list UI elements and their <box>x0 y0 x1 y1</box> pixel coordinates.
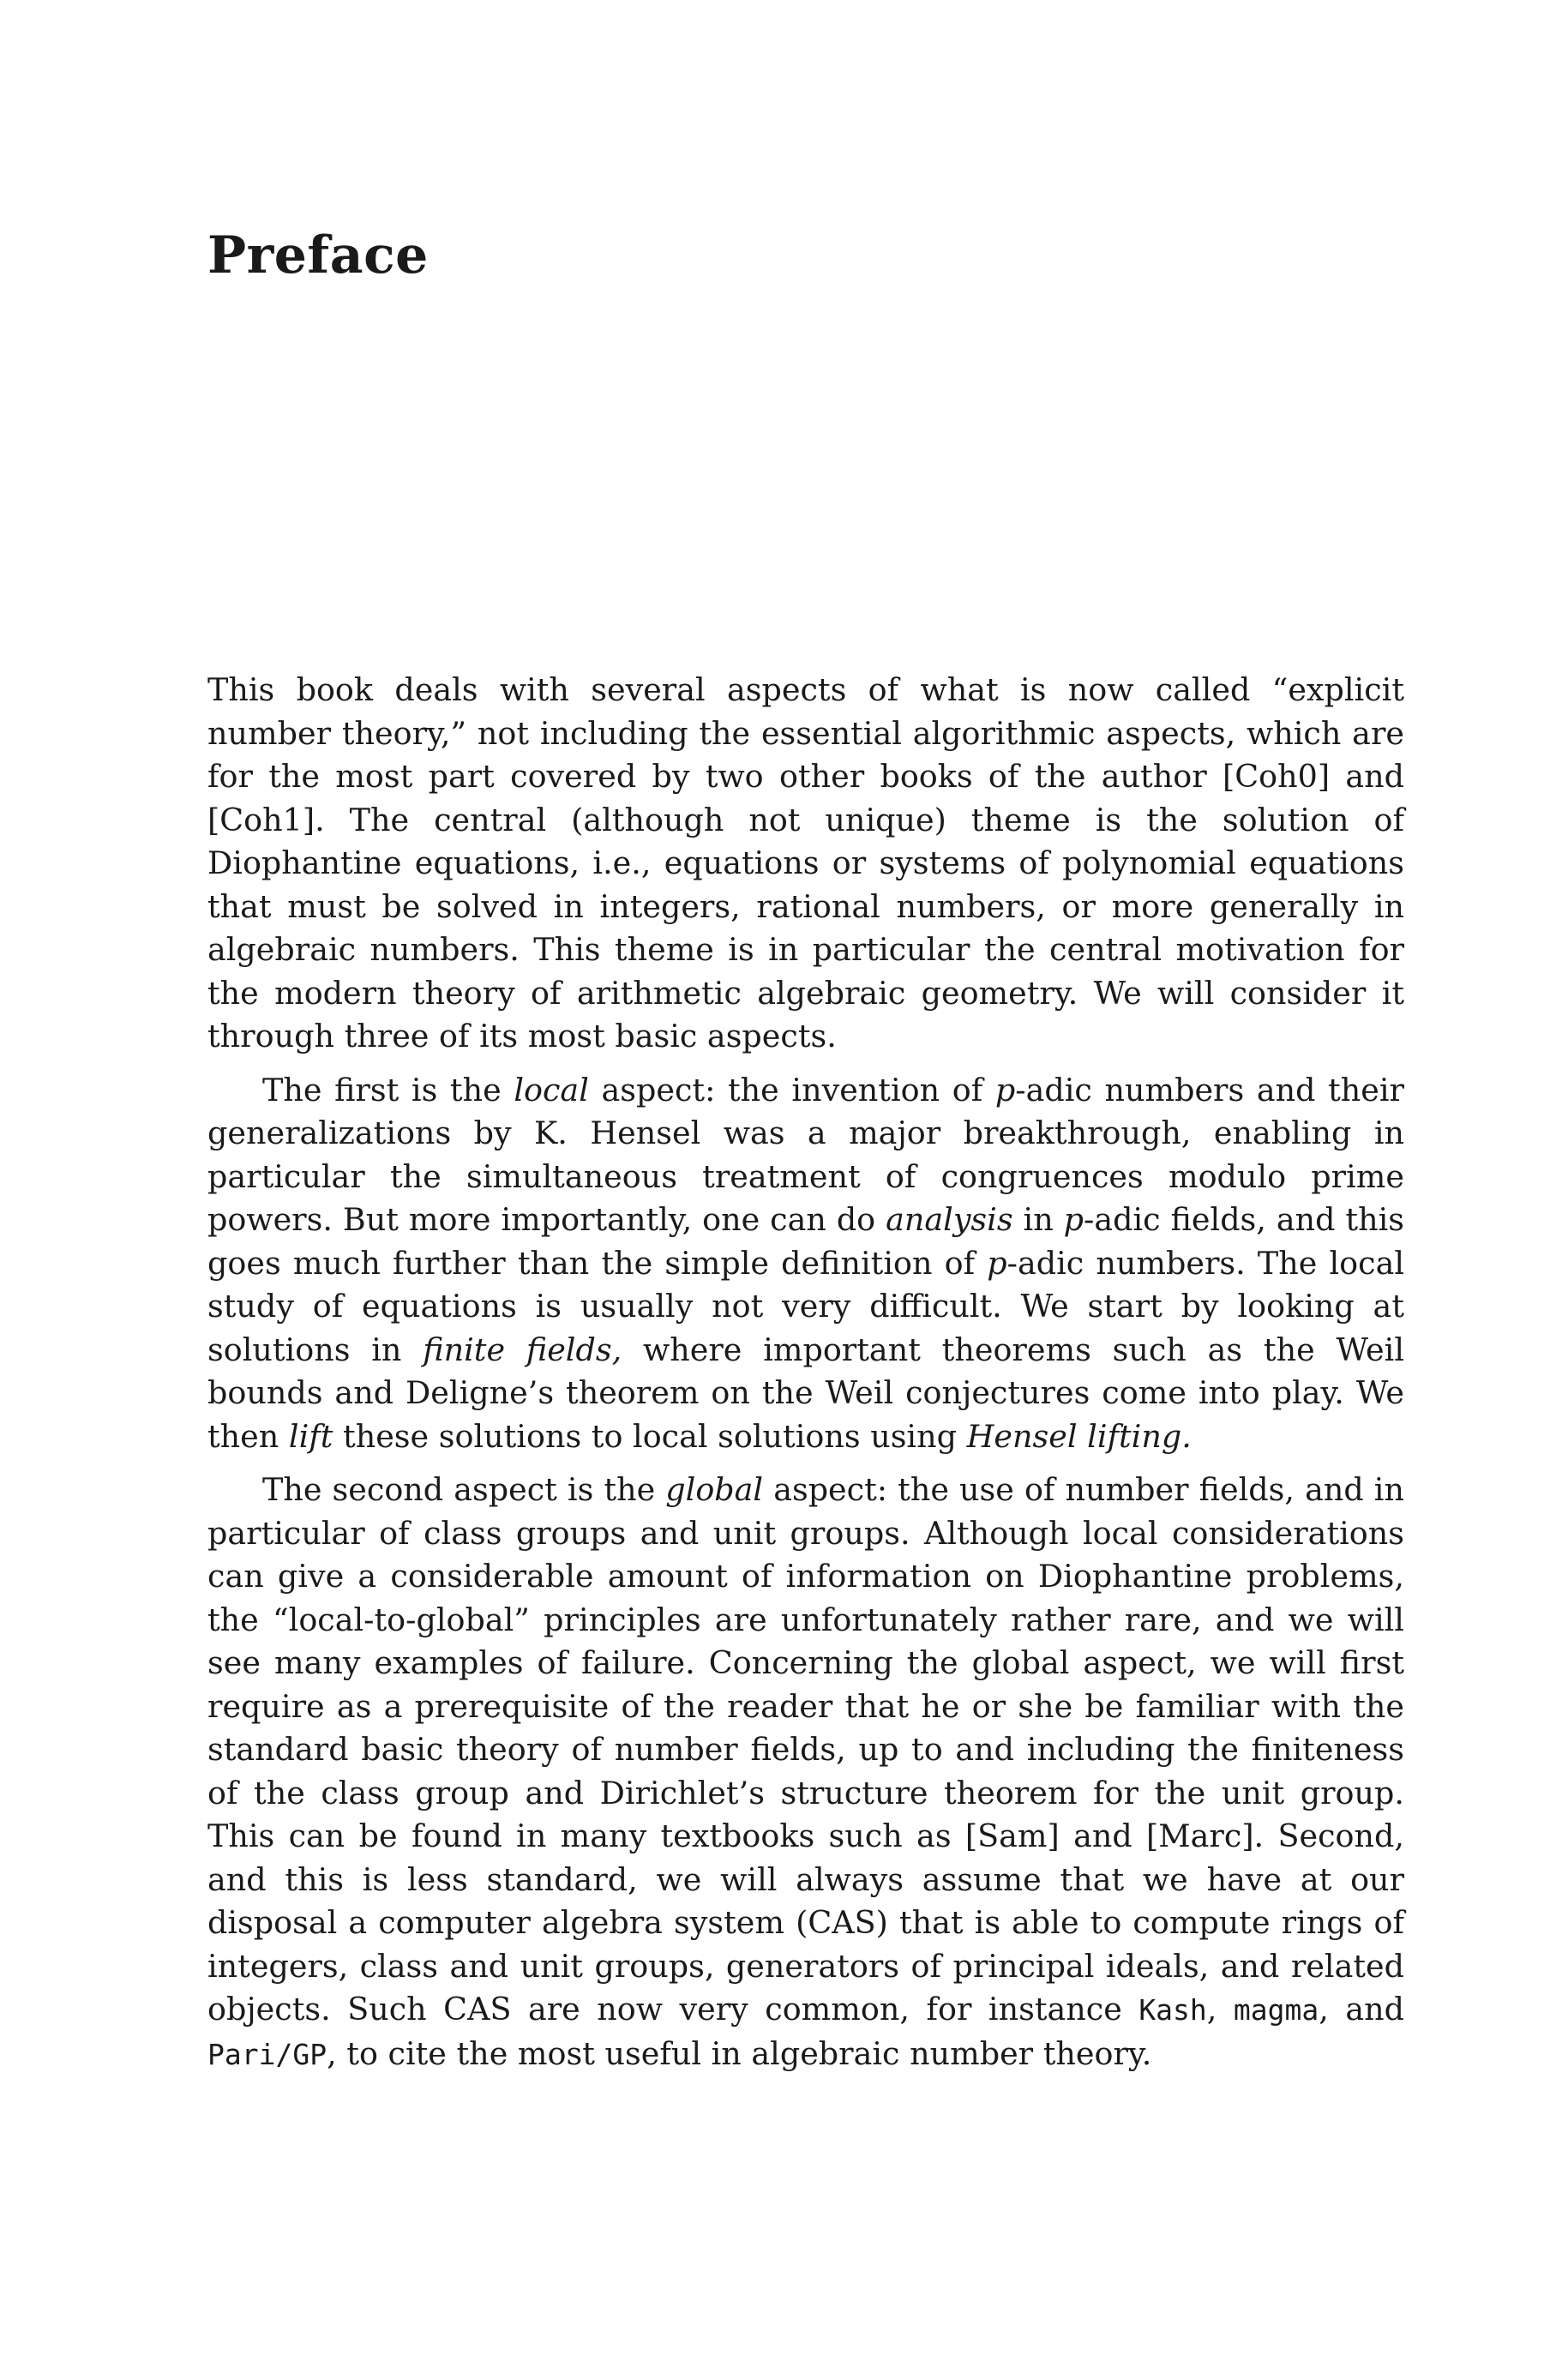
emphasis-hensel-lifting: Hensel lifting. <box>966 1417 1192 1455</box>
paragraph-1: This book deals with several aspects of what is now called “explicit number theory,” not including the essential algorithmic aspects, which are for the most part covered by two other books of the author [Coh0] and [Coh1]. The central (although not unique) theme is the solution of Diophantine equations, i.e., equations or systems of polynomial equations that must be solved in integers, rational numbers, or more generally in algebraic numbers. This theme is in particular the central motivation for the modern theory of arithmetic algebraic geometry. We will consider it through three of its most basic aspects. <box>207 671 1404 1054</box>
paragraph-3-text: The second aspect is the <box>262 1471 666 1508</box>
paragraph-2-text: The first is the <box>262 1071 514 1108</box>
math-p: p <box>994 1071 1016 1108</box>
software-magma: magma <box>1233 1993 1319 2027</box>
software-pari-gp: Pari/GP <box>207 2037 327 2071</box>
paragraph-3 <box>207 1469 1404 2076</box>
math-p: p <box>987 1244 1007 1282</box>
paragraph-3-text: , <box>1206 1991 1234 2028</box>
emphasis-finite-fields: finite fields, <box>423 1331 622 1368</box>
paragraph-2 <box>207 1069 1404 1459</box>
paragraph-2-text: -adic fields, and this goes much further than the simple definition of <box>207 1201 1405 1282</box>
emphasis-global: global <box>665 1471 764 1508</box>
emphasis-lift: lift <box>288 1417 333 1455</box>
paragraph-2-text: aspect: the invention of <box>588 1071 995 1108</box>
page-title: Preface <box>207 225 429 285</box>
emphasis-analysis: analysis <box>886 1201 1013 1238</box>
paragraph-2-text: -adic numbers. The local study of equations is usually not very difficult. We start by looking at solutions in <box>207 1244 1405 1368</box>
preface-body <box>207 669 1404 2087</box>
paragraph-3-text: aspect: the use of number fields, and in particular of class groups and unit groups. Although local considerations can give a considerable amount of information on Diophantine problems, the “local-to-global” principles are unfortunately rather rare, and we will see many examples of failure. Concerning the global aspect, we will first require as a prerequisite of the reader that he or she be familiar with the standard basic theory of number fields, up to and including the finiteness of the class group and Dirichlet’s structure theorem for the unit group. This can be found in many textbooks such as [Sam] and [Marc]. Second, and this is less standard, we will always assume that we have at our disposal a computer algebra system (CAS) that is able to compute rings of integers, class and unit groups, generators of principal ideals, and related objects. Such CAS are now very common, for instance <box>207 1471 1404 2028</box>
software-kash: Kash <box>1138 1993 1207 2027</box>
paragraph-2-text: -adic numbers and their generalizations by K. Hensel was a major breakthrough, enabling in particular the simultaneous treatment of congruences modulo prime powers. But more importantly, one can do <box>207 1071 1405 1238</box>
math-p: p <box>1063 1201 1084 1238</box>
paragraph-2-text: in <box>1012 1201 1064 1238</box>
paragraph-3-text: , and <box>1319 1991 1404 2028</box>
emphasis-local: local <box>514 1071 589 1108</box>
paragraph-3-text: , to cite the most useful in algebraic number theory. <box>327 2034 1152 2072</box>
paragraph-2-text: these solutions to local solutions using <box>333 1417 967 1455</box>
paragraph-2-text: where important theorems such as the Weil bounds and Deligne’s theorem on the Weil conjectures come into play. We then <box>207 1331 1404 1455</box>
